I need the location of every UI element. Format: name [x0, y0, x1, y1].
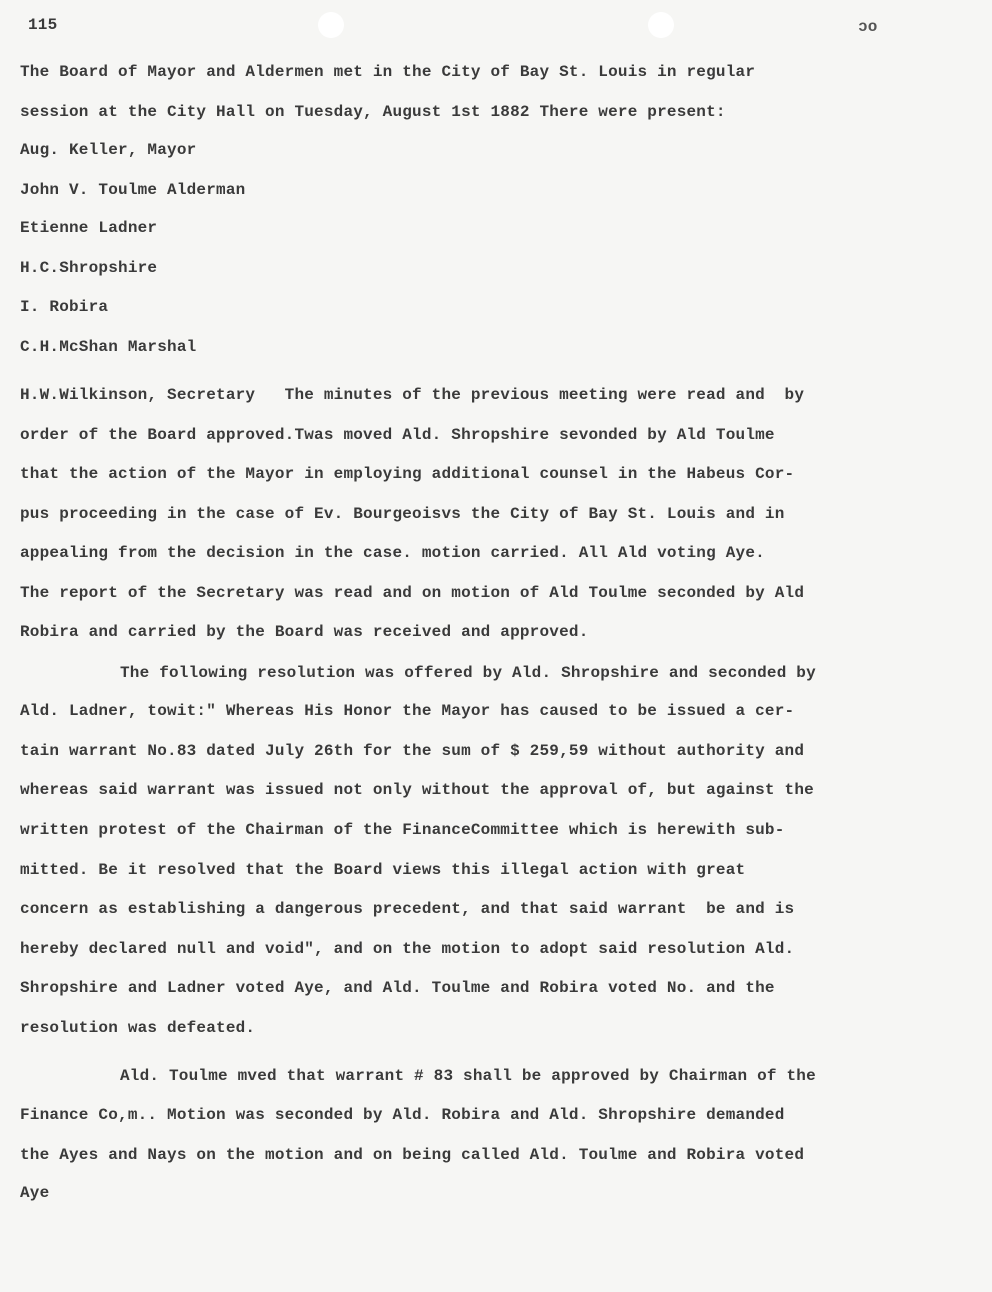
text-line: Etienne Ladner: [20, 219, 158, 237]
text-line: order of the Board approved.Twas moved Ald. Shropshire sevonded by Ald Toulme: [20, 426, 775, 444]
text-line: Aye: [20, 1184, 50, 1202]
punch-hole: [648, 12, 674, 38]
text-line: I. Robira: [20, 298, 109, 316]
text-line: tain warrant No.83 dated July 26th for the sum of $ 259,59 without authority and: [20, 742, 805, 760]
text-line: the Ayes and Nays on the motion and on being called Ald. Toulme and Robira voted: [20, 1146, 805, 1164]
text-line: C.H.McShan Marshal: [20, 338, 197, 356]
text-line: Ald. Toulme mved that warrant # 83 shall be approved by Chairman of the: [120, 1067, 816, 1085]
text-line: hereby declared null and void", and on the motion to adopt said resolution Ald.: [20, 940, 795, 958]
text-line: Shropshire and Ladner voted Aye, and Ald. Toulme and Robira voted No. and the: [20, 979, 775, 997]
text-line: that the action of the Mayor in employing additional counsel in the Habeus Cor-: [20, 465, 795, 483]
text-line: mitted. Be it resolved that the Board views this illegal action with great: [20, 861, 746, 879]
text-line: written protest of the Chairman of the FinanceCommittee which is herewith sub-: [20, 821, 785, 839]
text-line: The Board of Mayor and Aldermen met in the City of Bay St. Louis in regular: [20, 63, 756, 81]
text-line: H.C.Shropshire: [20, 259, 158, 277]
text-line: appealing from the decision in the case. motion carried. All Ald voting Aye.: [20, 544, 765, 562]
text-line: The following resolution was offered by Ald. Shropshire and seconded by: [120, 664, 816, 682]
text-line: John V. Toulme Alderman: [20, 181, 246, 199]
text-line: session at the City Hall on Tuesday, August 1st 1882 There were present:: [20, 103, 726, 121]
text-line: whereas said warrant was issued not only without the approval of, but against the: [20, 781, 814, 799]
text-line: Ald. Ladner, towit:" Whereas His Honor the Mayor has caused to be issued a cer-: [20, 702, 795, 720]
text-line: concern as establishing a dangerous precedent, and that said warrant be and is: [20, 900, 795, 918]
text-line: Aug. Keller, Mayor: [20, 141, 197, 159]
text-line: pus proceeding in the case of Ev. Bourgeoisvs the City of Bay St. Louis and in: [20, 505, 785, 523]
text-line: Robira and carried by the Board was received and approved.: [20, 623, 589, 641]
text-line: resolution was defeated.: [20, 1019, 256, 1037]
corner-mark: ɔo: [858, 18, 878, 36]
text-line: H.W.Wilkinson, Secretary The minutes of the previous meeting were read and by: [20, 386, 805, 404]
page-number: 115: [28, 16, 58, 34]
punch-hole: [318, 12, 344, 38]
text-line: Finance Co,m.. Motion was seconded by Ald. Robira and Ald. Shropshire demanded: [20, 1106, 785, 1124]
text-line: The report of the Secretary was read and on motion of Ald Toulme seconded by Ald: [20, 584, 805, 602]
